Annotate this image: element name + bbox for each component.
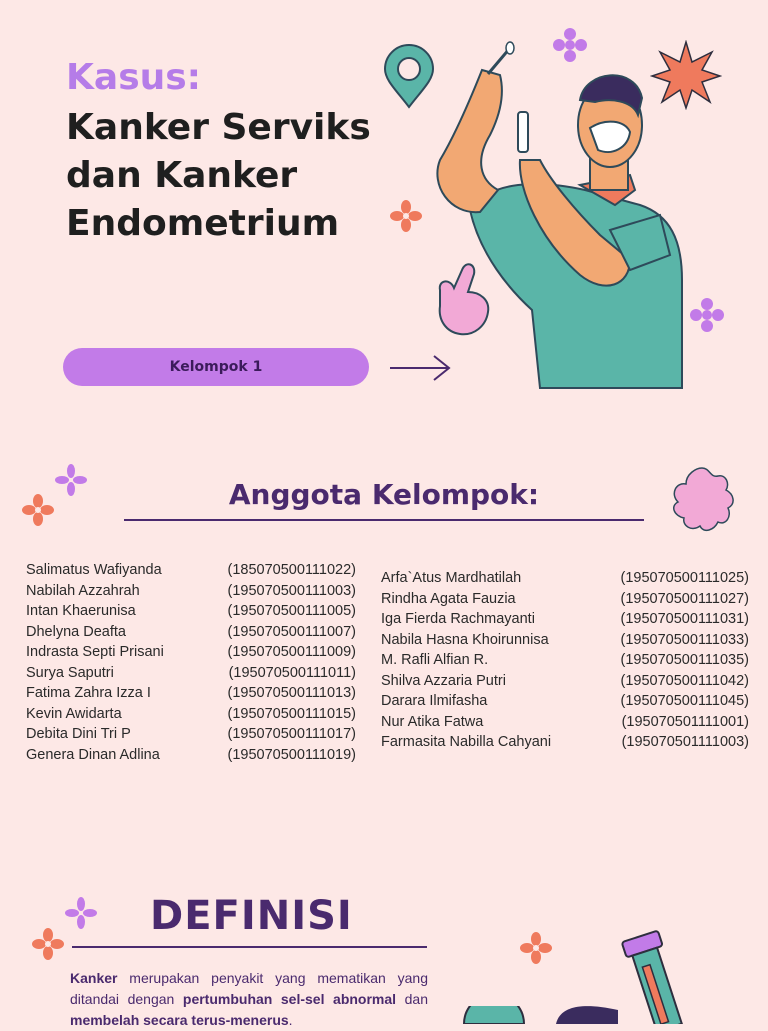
test-tube-icon — [612, 930, 696, 1024]
members-list-right — [381, 568, 749, 753]
list-item: Shilva Azzaria Putri (195070500111042) — [381, 672, 749, 689]
flower-icon — [520, 932, 552, 964]
list-item: Intan Khaerunisa (195070500111005) — [26, 603, 356, 619]
sparkle-icon — [65, 897, 97, 929]
definition-text: Kanker merupakan penyakit yang mematikan yang ditandai dengan pertumbuhan sel-sel abnormal dan membelah secara terus-menerus. — [70, 970, 428, 1028]
divider — [124, 519, 644, 521]
sparkle-icon — [55, 464, 87, 496]
list-item: M. Rafli Alfian R. (195070500111035) — [381, 652, 749, 668]
sparkle-icon — [690, 298, 724, 332]
list-item: Nabilah Azzahrah (195070500111003) — [26, 582, 356, 599]
list-item: Genera Dinan Adlina (195070500111019) — [26, 746, 356, 763]
list-item: Indrasta Septi Prisani (195070500111009) — [26, 644, 356, 660]
members-list-left — [26, 560, 356, 765]
list-item: Iga Fierda Rachmayanti (195070500111031) — [381, 611, 749, 627]
list-item: Kevin Awidarta (195070500111015) — [26, 705, 356, 722]
kasus-label: Kasus: — [66, 57, 202, 98]
list-item: Salimatus Wafiyanda (185070500111022) — [26, 562, 356, 578]
divider — [72, 946, 427, 948]
definition-heading: DEFINISI — [150, 893, 353, 939]
list-item: Fatima Zahra Izza I (195070500111013) — [26, 685, 356, 701]
flower-icon — [22, 494, 54, 526]
list-item: Rindha Agata Fauzia (195070500111027) — [381, 590, 749, 607]
list-item: Surya Saputri (195070500111011) — [26, 664, 356, 681]
list-item: Darara Ilmifasha (195070500111045) — [381, 693, 749, 709]
members-heading: Anggota Kelompok: — [228, 478, 540, 511]
teal-circle-icon — [462, 1006, 526, 1024]
page-title: Kanker Serviks dan Kanker Endometrium — [66, 107, 371, 244]
list-item: Nur Atika Fatwa (195070501111001) — [381, 713, 749, 730]
flower-icon — [32, 928, 64, 960]
blob-flower-icon — [666, 464, 738, 536]
flower-icon — [390, 200, 422, 232]
group-pill-button[interactable]: Kelompok 1 — [63, 348, 369, 386]
list-item: Nabila Hasna Khoirunnisa (195070500111033) — [381, 631, 749, 648]
list-item: Debita Dini Tri P (195070500111017) — [26, 726, 356, 742]
list-item: Arfa`Atus Mardhatilah (195070500111025) — [381, 570, 749, 586]
pointing-hand-icon — [432, 262, 494, 338]
mask-shape-icon — [552, 1000, 622, 1024]
list-item: Dhelyna Deafta (195070500111007) — [26, 623, 356, 640]
list-item: Farmasita Nabilla Cahyani (195070501111003) — [381, 734, 749, 750]
